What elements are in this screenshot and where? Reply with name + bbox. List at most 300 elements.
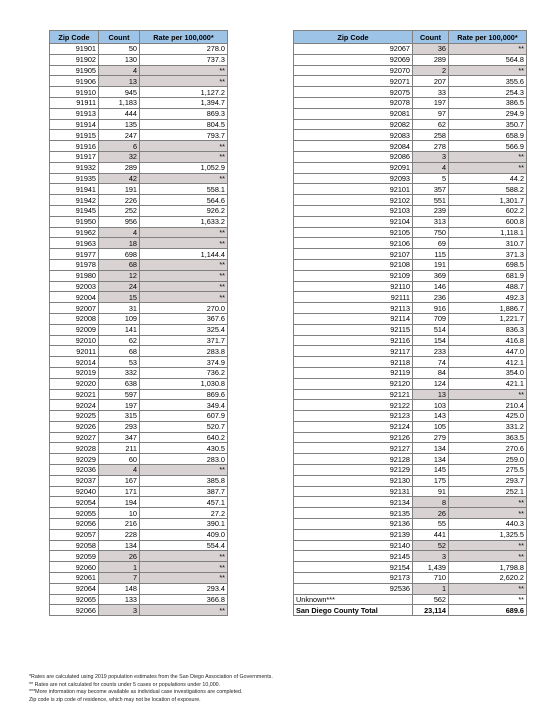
rate-cell: ** [140, 551, 228, 562]
zip-code-cell: 92119 [294, 367, 413, 378]
count-cell: 5 [413, 173, 449, 184]
count-cell: 1,439 [413, 562, 449, 573]
table-row [50, 151, 228, 162]
count-cell: 228 [99, 529, 140, 540]
count-cell: 956 [99, 216, 140, 227]
rate-cell: 386.5 [449, 97, 527, 108]
zip-code-cell: 92139 [294, 529, 413, 540]
zip-code-cell: 91906 [50, 76, 99, 87]
zip-code-cell: 92036 [50, 465, 99, 476]
zip-code-cell: 92070 [294, 65, 413, 76]
rate-cell: 259.0 [449, 454, 527, 465]
table-row [50, 529, 228, 540]
table-row [294, 292, 527, 303]
table-row [50, 44, 228, 55]
table-row [50, 130, 228, 141]
rate-cell: 293.4 [140, 583, 228, 594]
total-count: 23,114 [413, 605, 449, 616]
zip-code-cell: 92069 [294, 54, 413, 65]
count-cell: 13 [413, 389, 449, 400]
table-row [294, 486, 527, 497]
table-row [50, 216, 228, 227]
rate-cell: 836.3 [449, 324, 527, 335]
table-row [50, 357, 228, 368]
count-cell: 91 [413, 486, 449, 497]
count-cell: 50 [99, 44, 140, 55]
zip-code-cell: 92057 [50, 529, 99, 540]
zip-code-cell: 92136 [294, 519, 413, 530]
count-cell: 4 [99, 465, 140, 476]
count-cell: 36 [413, 44, 449, 55]
rate-cell: ** [140, 573, 228, 584]
count-cell: 12 [99, 270, 140, 281]
zip-code-cell: 92111 [294, 292, 413, 303]
zip-code-cell: 92084 [294, 141, 413, 152]
table-row [50, 583, 228, 594]
table-row [294, 249, 527, 260]
count-cell: 194 [99, 497, 140, 508]
count-cell: 638 [99, 378, 140, 389]
rate-cell: 385.8 [140, 475, 228, 486]
zip-code-cell: 92040 [50, 486, 99, 497]
count-cell: 134 [413, 443, 449, 454]
zip-code-cell: 92116 [294, 335, 413, 346]
table-row [294, 227, 527, 238]
zip-code-cell: 92107 [294, 249, 413, 260]
table-row [294, 151, 527, 162]
table-row [50, 519, 228, 530]
rate-cell: 640.2 [140, 432, 228, 443]
table-row [294, 529, 527, 540]
count-cell: 33 [413, 87, 449, 98]
count-cell: 258 [413, 130, 449, 141]
rate-cell: 520.7 [140, 421, 228, 432]
rate-cell: 293.7 [449, 475, 527, 486]
rate-cell: 1,118.1 [449, 227, 527, 238]
unknown-label: Unknown*** [294, 594, 413, 605]
count-cell: 97 [413, 108, 449, 119]
table-row [294, 141, 527, 152]
rate-cell: 566.9 [449, 141, 527, 152]
rate-cell: 804.5 [140, 119, 228, 130]
zip-code-cell: 92028 [50, 443, 99, 454]
zip-code-cell: 92106 [294, 238, 413, 249]
zip-code-cell: 92126 [294, 432, 413, 443]
table-row [294, 173, 527, 184]
table-row [50, 594, 228, 605]
count-cell: 945 [99, 87, 140, 98]
table-row [294, 454, 527, 465]
rate-cell: 1,886.7 [449, 303, 527, 314]
rate-cell: 600.8 [449, 216, 527, 227]
zip-code-cell: 92054 [50, 497, 99, 508]
table-row [50, 432, 228, 443]
table-row [50, 421, 228, 432]
zip-code-cell: 91915 [50, 130, 99, 141]
rate-cell: 210.4 [449, 400, 527, 411]
rate-cell: ** [140, 151, 228, 162]
count-cell: 10 [99, 508, 140, 519]
rate-cell: 44.2 [449, 173, 527, 184]
count-cell: 313 [413, 216, 449, 227]
rate-cell: ** [140, 259, 228, 270]
count-cell: 750 [413, 227, 449, 238]
zip-code-cell: 92021 [50, 389, 99, 400]
count-cell: 130 [99, 54, 140, 65]
zip-code-cell: 91977 [50, 249, 99, 260]
count-cell: 233 [413, 346, 449, 357]
zip-code-cell: 92110 [294, 281, 413, 292]
rate-cell: 355.6 [449, 76, 527, 87]
total-label: San Diego County Total [294, 605, 413, 616]
zip-code-cell: 92065 [50, 594, 99, 605]
zip-code-cell: 92117 [294, 346, 413, 357]
table-row [294, 335, 527, 346]
count-cell: 369 [413, 270, 449, 281]
rate-cell: ** [140, 65, 228, 76]
table-row [294, 162, 527, 173]
table-row [50, 259, 228, 270]
rate-cell: 310.7 [449, 238, 527, 249]
total-rate: 689.6 [449, 605, 527, 616]
table-row [50, 367, 228, 378]
footnote-pending: ***More information may become available as individual case investigations are completed. [29, 689, 243, 695]
zip-code-cell: 92003 [50, 281, 99, 292]
count-cell: 6 [99, 141, 140, 152]
rate-cell: 283.8 [140, 346, 228, 357]
count-cell: 289 [99, 162, 140, 173]
count-cell: 197 [413, 97, 449, 108]
zip-code-cell: 92024 [50, 400, 99, 411]
zip-code-cell: 92134 [294, 497, 413, 508]
count-cell: 236 [413, 292, 449, 303]
table-row [294, 184, 527, 195]
zip-code-cell: 92108 [294, 259, 413, 270]
rate-cell: 1,301.7 [449, 195, 527, 206]
rate-cell: 430.5 [140, 443, 228, 454]
header-zip-code: Zip Code [50, 31, 99, 44]
county-total-row [294, 605, 527, 616]
zip-code-cell: 92071 [294, 76, 413, 87]
count-cell: 13 [99, 76, 140, 87]
zip-code-cell: 92004 [50, 292, 99, 303]
count-cell: 1,183 [99, 97, 140, 108]
table-row [294, 400, 527, 411]
zip-code-cell: 92082 [294, 119, 413, 130]
zip-code-cell: 91914 [50, 119, 99, 130]
zip-code-cell: 92140 [294, 540, 413, 551]
count-cell: 1 [99, 562, 140, 573]
zip-code-cell: 92014 [50, 357, 99, 368]
table-row [50, 119, 228, 130]
table-row [50, 162, 228, 173]
zip-code-cell: 92093 [294, 173, 413, 184]
count-cell: 55 [413, 519, 449, 530]
rate-cell: ** [449, 162, 527, 173]
table-row [50, 184, 228, 195]
rate-cell: 1,144.4 [140, 249, 228, 260]
table-row [50, 76, 228, 87]
zip-code-cell: 92113 [294, 303, 413, 314]
table-row [50, 108, 228, 119]
count-cell: 1 [413, 583, 449, 594]
table-row [50, 227, 228, 238]
rate-cell: 363.5 [449, 432, 527, 443]
left-header-row [50, 31, 228, 44]
zip-code-cell: 92064 [50, 583, 99, 594]
table-row [294, 475, 527, 486]
zip-code-cell: 92128 [294, 454, 413, 465]
rate-cell: 926.2 [140, 205, 228, 216]
zip-code-cell: 91905 [50, 65, 99, 76]
count-cell: 141 [99, 324, 140, 335]
rate-cell: 331.2 [449, 421, 527, 432]
zip-code-cell: 92103 [294, 205, 413, 216]
rate-cell: 354.0 [449, 367, 527, 378]
table-row [294, 465, 527, 476]
count-cell: 62 [413, 119, 449, 130]
count-cell: 26 [99, 551, 140, 562]
zip-code-cell: 91911 [50, 97, 99, 108]
table-row [50, 205, 228, 216]
table-row [294, 281, 527, 292]
table-row [294, 508, 527, 519]
zip-code-cell: 91916 [50, 141, 99, 152]
table-row [50, 378, 228, 389]
zip-code-cell: 92061 [50, 573, 99, 584]
rate-cell: 564.6 [140, 195, 228, 206]
zip-code-cell: 92066 [50, 605, 99, 616]
table-row [50, 562, 228, 573]
rate-cell: 371.3 [449, 249, 527, 260]
rate-cell: 374.9 [140, 357, 228, 368]
count-cell: 247 [99, 130, 140, 141]
rate-cell: 440.3 [449, 519, 527, 530]
rate-cell: ** [449, 551, 527, 562]
header-count: Count [99, 31, 140, 44]
count-cell: 105 [413, 421, 449, 432]
rate-cell: ** [449, 389, 527, 400]
rate-cell: 447.0 [449, 346, 527, 357]
rate-cell: 1,394.7 [140, 97, 228, 108]
zip-code-cell: 92037 [50, 475, 99, 486]
zip-code-cell: 92123 [294, 411, 413, 422]
table-row [294, 378, 527, 389]
count-cell: 18 [99, 238, 140, 249]
count-cell: 134 [413, 454, 449, 465]
header-zip-code: Zip Code [294, 31, 413, 44]
rate-cell: 252.1 [449, 486, 527, 497]
rate-cell: 2,620.2 [449, 573, 527, 584]
count-cell: 148 [99, 583, 140, 594]
rate-cell: 457.1 [140, 497, 228, 508]
count-cell: 7 [99, 573, 140, 584]
rate-cell: 425.0 [449, 411, 527, 422]
count-cell: 167 [99, 475, 140, 486]
table-row [294, 313, 527, 324]
rate-cell: 1,127.2 [140, 87, 228, 98]
count-cell: 252 [99, 205, 140, 216]
zip-code-cell: 92131 [294, 486, 413, 497]
table-row [294, 205, 527, 216]
zip-code-cell: 92091 [294, 162, 413, 173]
count-cell: 3 [413, 551, 449, 562]
zip-code-cell: 91902 [50, 54, 99, 65]
rate-cell: ** [140, 238, 228, 249]
rate-cell: ** [449, 151, 527, 162]
count-cell: 207 [413, 76, 449, 87]
zip-code-cell: 91963 [50, 238, 99, 249]
zip-code-cell: 92130 [294, 475, 413, 486]
table-row [294, 432, 527, 443]
count-cell: 69 [413, 238, 449, 249]
zip-code-cell: 92067 [294, 44, 413, 55]
count-cell: 60 [99, 454, 140, 465]
table-row [294, 238, 527, 249]
table-row [294, 108, 527, 119]
count-cell: 211 [99, 443, 140, 454]
table-row [294, 303, 527, 314]
count-cell: 143 [413, 411, 449, 422]
zip-code-cell: 92007 [50, 303, 99, 314]
header-rate: Rate per 100,000* [449, 31, 527, 44]
table-row [50, 508, 228, 519]
count-cell: 279 [413, 432, 449, 443]
count-cell: 109 [99, 313, 140, 324]
zip-code-cell: 92025 [50, 411, 99, 422]
rate-cell: 1,030.8 [140, 378, 228, 389]
count-cell: 134 [99, 540, 140, 551]
rate-cell: ** [140, 292, 228, 303]
zip-code-cell: 92011 [50, 346, 99, 357]
count-cell: 146 [413, 281, 449, 292]
table-row [50, 411, 228, 422]
rate-cell: 387.7 [140, 486, 228, 497]
rate-cell: 416.8 [449, 335, 527, 346]
rate-cell: ** [140, 281, 228, 292]
rate-cell: ** [449, 508, 527, 519]
header-rate: Rate per 100,000* [140, 31, 228, 44]
rate-cell: ** [449, 65, 527, 76]
table-row [294, 519, 527, 530]
table-row [50, 486, 228, 497]
count-cell: 8 [413, 497, 449, 508]
rate-cell: ** [449, 44, 527, 55]
rate-cell: ** [140, 173, 228, 184]
zip-code-cell: 92010 [50, 335, 99, 346]
rate-cell: 1,633.2 [140, 216, 228, 227]
zip-code-cell: 91942 [50, 195, 99, 206]
rate-cell: ** [449, 583, 527, 594]
rate-cell: 409.0 [140, 529, 228, 540]
table-row [50, 195, 228, 206]
zip-code-cell: 92536 [294, 583, 413, 594]
zip-code-cell: 92124 [294, 421, 413, 432]
count-cell: 315 [99, 411, 140, 422]
zip-code-cell: 91941 [50, 184, 99, 195]
rate-cell: 736.2 [140, 367, 228, 378]
table-row [50, 389, 228, 400]
table-row [294, 259, 527, 270]
table-row [294, 540, 527, 551]
zip-code-cell: 92154 [294, 562, 413, 573]
zip-code-cell: 92086 [294, 151, 413, 162]
count-cell: 154 [413, 335, 449, 346]
table-row [50, 465, 228, 476]
zip-code-cell: 92129 [294, 465, 413, 476]
count-cell: 26 [413, 508, 449, 519]
count-cell: 916 [413, 303, 449, 314]
zip-code-cell: 92114 [294, 313, 413, 324]
table-row [294, 119, 527, 130]
rate-cell: 254.3 [449, 87, 527, 98]
count-cell: 289 [413, 54, 449, 65]
rate-cell: 602.2 [449, 205, 527, 216]
rate-cell: 275.5 [449, 465, 527, 476]
table-row [50, 346, 228, 357]
table-row [294, 562, 527, 573]
zip-code-cell: 92055 [50, 508, 99, 519]
left-table-body [50, 44, 228, 616]
rate-cell: 492.3 [449, 292, 527, 303]
table-row [294, 551, 527, 562]
rate-cell: 278.0 [140, 44, 228, 55]
count-cell: 52 [413, 540, 449, 551]
table-row [294, 346, 527, 357]
rate-cell: 367.6 [140, 313, 228, 324]
table-row [50, 238, 228, 249]
left-zip-table [49, 30, 228, 616]
zip-code-cell: 92081 [294, 108, 413, 119]
table-row [294, 216, 527, 227]
unknown-rate: ** [449, 594, 527, 605]
rate-cell: 869.3 [140, 108, 228, 119]
count-cell: 444 [99, 108, 140, 119]
table-row [50, 249, 228, 260]
zip-code-cell: 92078 [294, 97, 413, 108]
zip-code-cell: 92026 [50, 421, 99, 432]
table-row [294, 195, 527, 206]
rate-cell: 412.1 [449, 357, 527, 368]
zip-code-cell: 92173 [294, 573, 413, 584]
count-cell: 597 [99, 389, 140, 400]
rate-cell: ** [449, 540, 527, 551]
zip-code-cell: 92060 [50, 562, 99, 573]
table-row [50, 400, 228, 411]
table-row [294, 87, 527, 98]
table-row [294, 443, 527, 454]
zip-code-cell: 92009 [50, 324, 99, 335]
zip-code-cell: 92029 [50, 454, 99, 465]
zip-code-cell: 92056 [50, 519, 99, 530]
table-row [294, 389, 527, 400]
zip-code-cell: 92145 [294, 551, 413, 562]
count-cell: 133 [99, 594, 140, 605]
rate-cell: 283.0 [140, 454, 228, 465]
rate-cell: 658.9 [449, 130, 527, 141]
table-row [50, 605, 228, 616]
footnote-rates: *Rates are calculated using 2019 population estimates from the San Diego Association of Governments. [29, 674, 273, 680]
table-row [50, 87, 228, 98]
table-row [50, 97, 228, 108]
count-cell: 42 [99, 173, 140, 184]
zip-code-cell: 92008 [50, 313, 99, 324]
rate-cell: ** [140, 465, 228, 476]
table-row [50, 454, 228, 465]
rate-cell: 390.1 [140, 519, 228, 530]
rate-cell: 270.0 [140, 303, 228, 314]
zip-code-cell: 92135 [294, 508, 413, 519]
